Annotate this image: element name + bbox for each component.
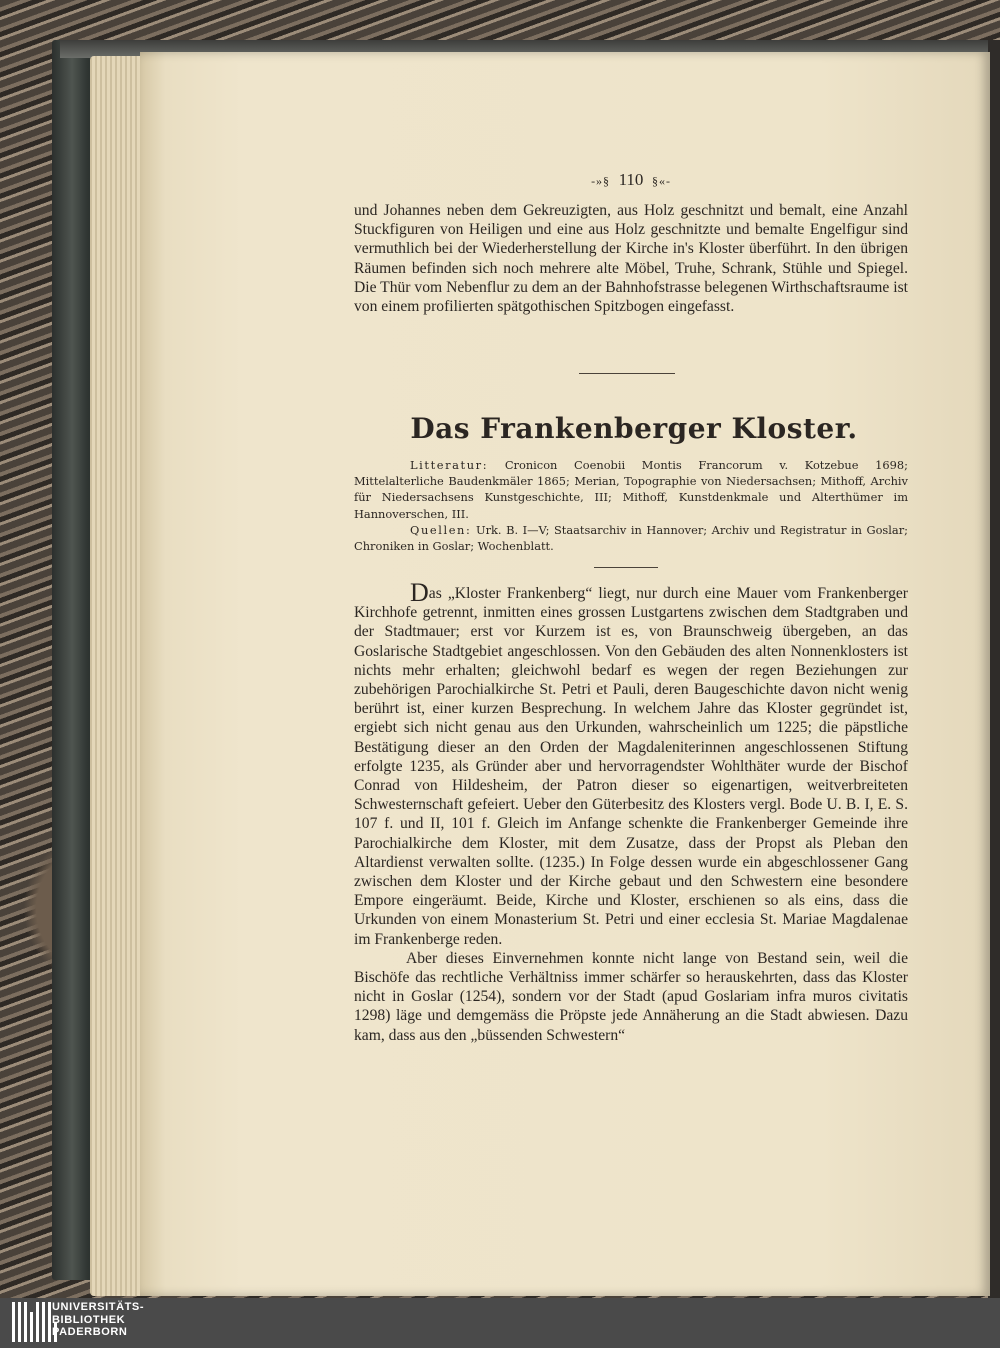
page-number-line xyxy=(354,170,908,190)
library-logo-icon xyxy=(12,1302,57,1342)
section-title: Das Frankenberger Kloster. xyxy=(410,412,858,445)
top-paragraph: und Johannes neben dem Gekreuzigten, aus Holz geschnitzt und bemalt, eine Anzahl Stuckfiguren von Heiligen und eine aus Holz geschnitzte und bemalte Engelfigur sind vermuthlich bei der Wiederherstellung der Kirche in's Kloster überführt. In den übrigen Räumen befinden sich noch mehrere alte Möbel, Truhe, Schrank, Stühle und Spiegel. Die Thür vom Nebenflur zu dem an der Bahnhofstrasse belegenen Wirthschaftsraume ist von einem profilierten spätgothischen Spitzbogen eingefasst. xyxy=(354,202,908,316)
library-name xyxy=(52,1301,144,1339)
body-paragraph-2: Aber dieses Einvernehmen konnte nicht lange von Bestand sein, weil die Bischöfe das rechtliche Verhältniss immer schärfer so herauskehrten, dass das Kloster nicht in Goslar (1254), sondern vor der Stadt (apud Goslariam infra muros civitatis 1298) läge und demgemäss die Pröpste jede Annäherung an die Stadt abwiesen. Dazu kam, dass aus den „büssenden Schwestern“ xyxy=(354,949,908,1044)
body-dropcap: D xyxy=(410,578,429,607)
sources-label: Quellen: xyxy=(410,522,472,537)
library-name-line-1: UNIVERSITÄTS- xyxy=(52,1301,145,1313)
library-name-line-3: PADERBORN xyxy=(52,1326,128,1338)
section-divider-bottom xyxy=(594,567,658,568)
page-number-ornament-left: -»§ xyxy=(591,174,611,188)
literature-label: Litteratur: xyxy=(410,458,489,472)
page-number-ornament-right: §«- xyxy=(651,174,671,188)
body-paragraph-1 xyxy=(354,578,908,949)
literature-reference xyxy=(354,457,908,522)
section-divider-top xyxy=(579,373,675,374)
body-paragraph-1-text: as „Kloster Frankenberg“ liegt, nur durch eine Mauer vom Frankenberger Kirchhofe getrennt, inmitten eines grossen Lustgartens zwischen dem Stadtgraben und der Stadtmauer; erst vor Kurzem ist es, von Braunschweig übergeben, an das Goslarische Stadtgebiet angeschlossen. Von den Gebäuden des alten Nonnenklosters ist nichts mehr erhalten; gleichwohl bedarf es wegen der regen Beziehungen zur zubehörigen Parochialkirche St. Petri et Pauli, deren Baugeschichte davon nicht wenig berührt ist, einer kurzen Besprechung. In welchem Jahre das Kloster gegründet ist, ergiebt sich nicht genau aus den Urkunden, wahrscheinlich um 1225; die päpstliche Bestätigung dieser an den Orden der Magdaleniterinnen angeschlossenen Stiftung erfolgte 1235, als Gründer aber und hervorragendster Wohlthäter wurde der Bischof Conrad von Hildesheim, der Patron dieser so eigenartigen, weitverbreiteten Schwesternschaft gefeiert. Ueber den Güterbesitz des Klosters vergl. Bode U. B. I, E. S. 107 f. und II, 101 f. Gleich im Anfange schenkte die Frankenberger Gemeinde ihre Parochialkirche dem Kloster, mit dem Zusatze, dass der Propst als Pleban den Altardienst verwalten sollte. (1235.) In Folge dessen wurde ein abgeschlossener Gang zwischen dem Kloster und der Kirche gebaut und den Schwestern eine besondere Empore eingeräumt. Beide, Kirche und Kloster, erschienen so als eins, dass die Urkunden von einem Monasterium St. Petri und einer ecclesia St. Mariae Magdalenae im Frankenberge reden. xyxy=(354,585,908,948)
references-block xyxy=(354,457,908,554)
top-text-block xyxy=(354,201,908,316)
body-text-block xyxy=(354,578,908,1045)
library-name-line-2: BIBLIOTHEK xyxy=(52,1313,126,1326)
page-number: 110 xyxy=(618,170,644,189)
sources-reference xyxy=(354,522,908,554)
library-footer-bar xyxy=(0,1298,1000,1348)
literature-text: Cronicon Coenobii Montis Francorum v. Kotzebue 1698; Mittelalterliche Baudenkmäler 1865; Merian, Topographie von Niedersachsen; Mithoff, Archiv für Niedersachsens Kunstgeschichte, III; Mithoff, Kunstdenkmale und Alterthümer im Hannoverschen, III. xyxy=(354,458,908,521)
sources-text: Urk. B. I—V; Staatsarchiv in Hannover; Archiv und Registratur in Goslar; Chroniken in Goslar; Wochenblatt. xyxy=(354,522,908,554)
